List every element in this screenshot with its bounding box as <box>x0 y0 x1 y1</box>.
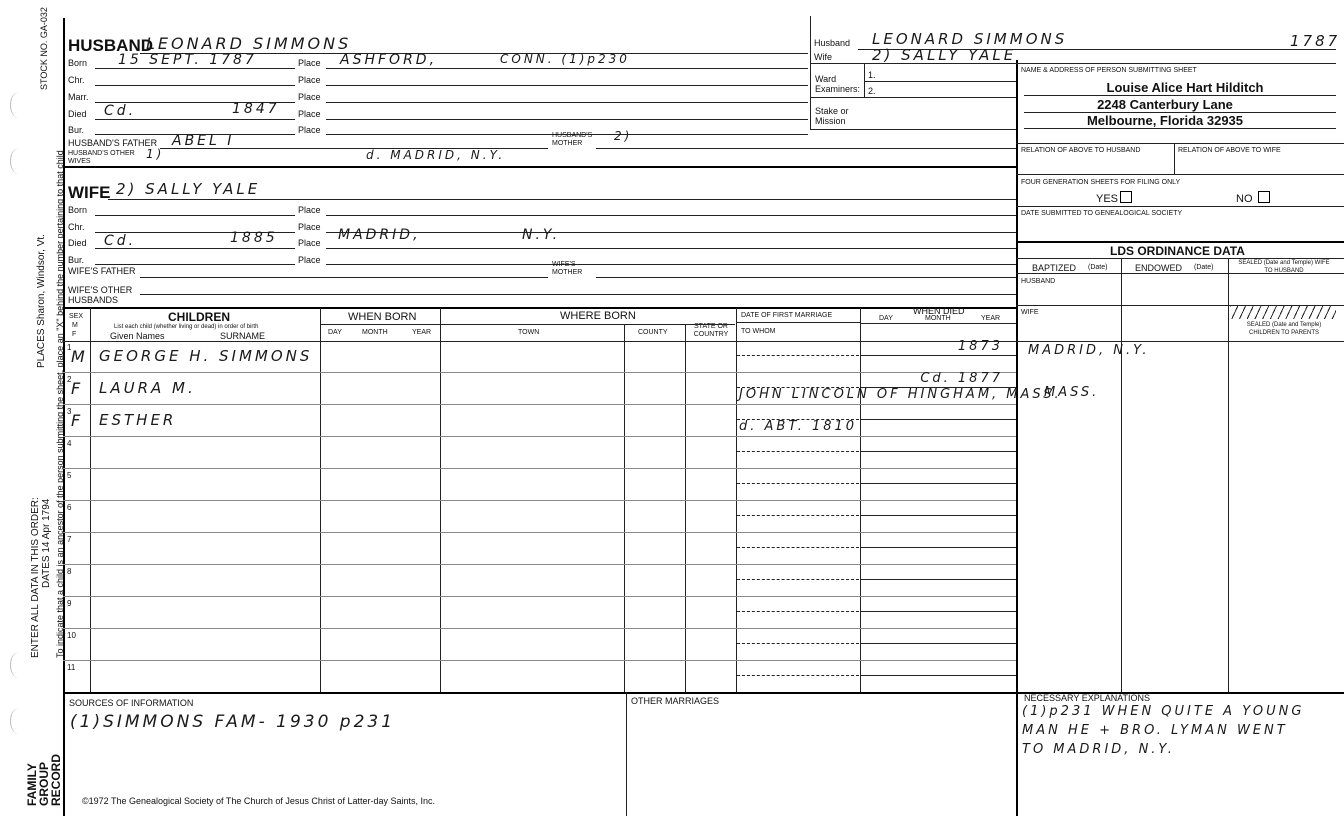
place-label: Place <box>298 109 321 119</box>
child-died: Cd. 1877 <box>920 371 1003 386</box>
husband-other-wives-label: HUSBAND'S OTHER WIVES <box>68 150 135 165</box>
endowed-date-header: (Date) <box>1194 264 1214 271</box>
state-header: STATE OR COUNTRY <box>693 323 729 338</box>
died-month-header: MONTH <box>925 315 951 322</box>
wife-row-label: WIFE <box>1021 309 1039 316</box>
child1-lds-note: MADRID, N.Y. <box>1028 343 1150 358</box>
husband-born-place-state: CONN. (1)p230 <box>500 52 630 66</box>
sex-m-header: M <box>72 322 78 329</box>
form-line <box>810 97 1016 98</box>
marriage-dash-line <box>737 515 859 516</box>
marriage-dash-line <box>737 579 859 580</box>
hatched-area <box>1230 305 1336 319</box>
husband-born-date: 15 SEPT. 1787 <box>118 52 257 68</box>
died-line <box>860 611 1016 612</box>
form-line <box>1024 128 1336 129</box>
wife-other-husbands-label: WIFE'S OTHER HUSBANDS <box>68 285 133 305</box>
day-header: DAY <box>328 329 342 336</box>
child-name: ESTHER <box>99 411 177 429</box>
town-header: TOWN <box>518 329 540 336</box>
table-row <box>63 405 1016 437</box>
form-line <box>95 215 295 216</box>
no-checkbox[interactable] <box>1258 191 1270 203</box>
header-rule <box>320 324 440 325</box>
marriage-dash-line <box>737 483 859 484</box>
form-line <box>95 85 295 86</box>
submitter-street: 2248 Canterbury Lane <box>1097 97 1233 112</box>
submitter-label: NAME & ADDRESS OF PERSON SUBMITTING SHEET <box>1021 67 1197 74</box>
form-line <box>95 68 295 69</box>
explanation-line-1: (1)p231 WHEN QUITE A YOUNG <box>1022 704 1305 719</box>
born-label: Born <box>68 205 88 215</box>
died-label: Died <box>68 109 87 119</box>
sources-text: (1)SIMMONS FAM- 1930 p231 <box>70 712 396 732</box>
died-line <box>860 515 1016 516</box>
lds-column-rule <box>1121 258 1122 692</box>
explanation-line-2: MAN HE + BRO. LYMAN WENT <box>1022 723 1288 738</box>
binder-hole-mark <box>10 652 27 678</box>
baptized-header: BAPTIZED <box>1032 263 1077 273</box>
copyright: ©1972 The Genealogical Society of The Church of Jesus Christ of Latter-day Saints, Inc. <box>82 796 435 806</box>
wife-heading: WIFE <box>68 183 111 202</box>
form-line <box>95 248 295 249</box>
sex-header: SEX <box>69 313 84 320</box>
explanations-label: NECESSARY EXPLANATIONS <box>1024 693 1151 703</box>
form-title: FAMILY GROUP RECORD <box>25 753 63 806</box>
died-line <box>860 387 1016 388</box>
wife-died-year: 1885 <box>230 230 278 246</box>
to-whom-header: TO WHOM <box>741 328 776 335</box>
right-wife-name: 2) SALLY YALE <box>872 46 1017 64</box>
died-label: Died <box>68 238 87 248</box>
form-line <box>1016 143 1344 144</box>
husband-died-year: 1847 <box>232 101 280 117</box>
when-born-header: WHEN BORN <box>348 311 417 323</box>
table-row <box>63 371 1062 405</box>
right-husband-label: Husband <box>814 38 851 48</box>
wife-died-place-state: N.Y. <box>522 227 561 243</box>
died-line <box>860 643 1016 644</box>
lds-column-rule <box>1228 258 1229 692</box>
wife-name-line <box>108 199 1016 200</box>
child-spouse: d. ABT. 1810 <box>739 419 858 434</box>
where-born-header: WHERE BORN <box>560 310 636 322</box>
place-label: Place <box>298 255 321 265</box>
died-day-header: DAY <box>879 315 893 322</box>
binder-hole-mark <box>10 148 27 174</box>
relation-wife-label: RELATION OF ABOVE TO WIFE <box>1178 147 1281 154</box>
child-spouse: JOHN LINCOLN OF HINGHAM, MASS. <box>739 387 1062 402</box>
examiner-2: 2. <box>868 86 876 96</box>
died-line <box>860 451 1016 452</box>
dates-note: DATES 14 Apr 1794 <box>41 498 52 588</box>
marriage-dash-line <box>737 675 859 676</box>
table-row <box>63 565 1016 597</box>
child-died: 1873 <box>957 339 1003 354</box>
year-header: YEAR <box>412 329 432 336</box>
right-wife-label: Wife <box>814 52 832 62</box>
first-marriage-header: DATE OF FIRST MARRIAGE <box>741 312 833 319</box>
died-line <box>860 483 1016 484</box>
child-number: 7 <box>67 535 72 544</box>
mission-label: Mission <box>815 116 846 126</box>
form-line <box>140 277 548 278</box>
form-line <box>1016 206 1344 207</box>
marriage-dash-line <box>737 419 859 420</box>
form-line <box>1016 273 1344 274</box>
children-subheader: List each child (whether living or dead) in order of birth <box>114 324 259 330</box>
bottom-divider <box>626 692 627 816</box>
husband-heading: HUSBAND <box>68 36 153 55</box>
sources-label: SOURCES OF INFORMATION <box>69 698 194 708</box>
month-header: MONTH <box>362 329 388 336</box>
form-line <box>596 277 1016 278</box>
place-label: Place <box>298 92 321 102</box>
child-number: 5 <box>67 471 72 480</box>
husband-name: LEONARD SIMMONS <box>146 34 352 53</box>
form-line <box>1016 174 1344 175</box>
form-line <box>1016 341 1344 342</box>
table-row <box>63 597 1016 629</box>
sealed-children-header: SEALED (Date and Temple) CHILDREN TO PARENTS <box>1246 322 1322 336</box>
wife-name: 2) SALLY YALE <box>116 180 261 198</box>
relation-divider <box>1174 143 1175 174</box>
child-number: 3 <box>67 407 72 416</box>
enter-data-note: ENTER ALL DATA IN THIS ORDER: <box>30 497 41 658</box>
child-sex: F <box>71 411 84 430</box>
died-line <box>860 675 1016 676</box>
section-rule <box>63 307 1016 309</box>
marriage-dash-line <box>737 355 859 356</box>
form-line <box>326 264 1016 265</box>
form-line <box>95 119 295 120</box>
chr-label: Chr. <box>68 75 85 85</box>
husband-father: ABEL I <box>172 133 235 149</box>
husband-born-place: ASHFORD, <box>340 52 438 68</box>
yes-checkbox[interactable] <box>1120 191 1132 203</box>
marriage-dash-line <box>737 451 859 452</box>
child-number: 6 <box>67 503 72 512</box>
chr-label: Chr. <box>68 222 85 232</box>
form-line <box>1024 95 1336 96</box>
section-rule <box>63 166 1016 168</box>
died-year-header: YEAR <box>981 315 1001 322</box>
form-line <box>810 129 1016 130</box>
wife-father-label: WIFE'S FATHER <box>68 266 136 276</box>
child-number: 1 <box>67 343 72 352</box>
place-label: Place <box>298 238 321 248</box>
relation-husband-label: RELATION OF ABOVE TO HUSBAND <box>1021 147 1141 154</box>
date-submitted-label: DATE SUBMITTED TO GENEALOGICAL SOCIETY <box>1021 210 1183 217</box>
child-number: 2 <box>67 375 72 384</box>
child-sex: F <box>71 379 84 398</box>
form-line <box>95 264 295 265</box>
table-row <box>63 533 1016 565</box>
marriage-dash-line <box>737 387 859 388</box>
wife-died: Cd. <box>104 233 137 249</box>
husband-died: Cd. <box>104 103 137 119</box>
right-husband-year: 1787 <box>1290 32 1341 50</box>
form-line <box>596 148 1016 149</box>
born-label: Born <box>68 58 88 68</box>
ward-divider <box>864 63 865 97</box>
header-rule <box>860 323 1016 324</box>
wife-mother-label: WIFE'S MOTHER <box>552 261 583 276</box>
county-header: COUNTY <box>638 329 668 336</box>
marr-label: Marr. <box>68 92 89 102</box>
header-rule <box>736 322 860 323</box>
yes-label: YES <box>1096 193 1119 205</box>
header-rule <box>440 324 735 325</box>
binder-hole-mark <box>10 92 27 118</box>
lds-ordinance-heading: LDS ORDINANCE DATA <box>1110 244 1245 258</box>
four-generation-label: FOUR GENERATION SHEETS FOR FILING ONLY <box>1021 179 1181 186</box>
died-line <box>860 547 1016 548</box>
husband-other-wives: 1) <box>146 147 165 161</box>
sealed-wife-header: SEALED (Date and Temple) WIFE TO HUSBAND <box>1238 260 1330 274</box>
no-label: NO <box>1236 193 1253 205</box>
bur-label: Bur. <box>68 255 85 265</box>
surname-header: SURNAME <box>220 331 266 341</box>
form-line <box>140 294 1016 295</box>
child-number: 8 <box>67 567 72 576</box>
died-line <box>860 579 1016 580</box>
husband-father-label: HUSBAND'S FATHER <box>68 138 158 148</box>
child-number: 9 <box>67 599 72 608</box>
wife-died-place: MADRID, <box>338 227 421 243</box>
table-row <box>63 469 1016 501</box>
stock-number: STOCK NO. GA-032 <box>39 7 49 90</box>
child-number: 11 <box>67 663 76 672</box>
bur-label: Bur. <box>68 125 85 135</box>
right-husband-name: LEONARD SIMMONS <box>872 30 1068 48</box>
died-line <box>860 419 1016 420</box>
form-line <box>326 85 808 86</box>
form-line <box>326 68 808 69</box>
explanation-line-3: TO MADRID, N.Y. <box>1022 742 1175 757</box>
binder-hole-mark <box>10 708 27 734</box>
header-divider <box>810 16 811 130</box>
other-marriages-label: OTHER MARRIAGES <box>631 696 720 706</box>
husband-mother-label: HUSBAND'S MOTHER <box>552 132 593 147</box>
given-names-header: Given Names <box>110 331 165 341</box>
children-header: CHILDREN <box>168 310 230 324</box>
husband-mother: 2) <box>614 129 633 143</box>
place-label: Place <box>298 222 321 232</box>
form-line <box>326 215 1016 216</box>
form-line <box>326 102 808 103</box>
table-row <box>63 341 1016 373</box>
submitter-name: Louise Alice Hart Hilditch <box>1106 80 1264 95</box>
form-line <box>326 232 1016 233</box>
submitter-city: Melbourne, Florida 32935 <box>1086 113 1244 128</box>
child-number: 10 <box>67 631 76 640</box>
child2-lds-note: MASS. <box>1044 385 1100 400</box>
child-name: LAURA M. <box>99 379 196 397</box>
place-label: Place <box>298 205 321 215</box>
endowed-header: ENDOWED <box>1135 263 1182 273</box>
place-label: Place <box>298 58 321 68</box>
child-sex: M <box>71 347 88 366</box>
examiner-1: 1. <box>868 70 876 80</box>
marriage-dash-line <box>737 611 859 612</box>
child-number: 4 <box>67 439 72 448</box>
examiners-label: Examiners: <box>815 84 861 94</box>
ancestor-instruction: To indicate that a child is an ancestor of the person submitting the sheet, place an "X" behind the number pertaining to that child <box>55 150 65 658</box>
stake-label: Stake or <box>815 106 849 116</box>
husband-row-label: HUSBAND <box>1021 278 1056 285</box>
husband-other-wives-detail: d. MADRID, N.Y. <box>366 148 506 162</box>
table-row <box>63 437 1016 469</box>
marriage-dash-line <box>737 643 859 644</box>
section-rule <box>1016 241 1344 243</box>
place-label: Place <box>298 75 321 85</box>
ward-label: Ward <box>815 74 837 84</box>
table-row <box>63 661 1016 693</box>
place-label: Place <box>298 125 321 135</box>
form-line <box>810 63 1336 64</box>
form-line <box>326 248 1016 249</box>
form-line <box>864 81 1016 82</box>
baptized-date-header: (Date) <box>1088 264 1108 271</box>
child-name: GEORGE H. SIMMONS <box>99 347 313 365</box>
table-row <box>63 501 1016 533</box>
table-row <box>63 629 1016 661</box>
places-note: PLACES Sharon, Windsor, Vt. <box>36 234 47 368</box>
sex-f-header: F <box>72 331 77 338</box>
section-rule <box>63 692 1344 694</box>
form-line <box>326 119 808 120</box>
marriage-dash-line <box>737 547 859 548</box>
when-died-header: WHEN DIED <box>913 306 965 316</box>
died-line <box>860 355 1016 356</box>
